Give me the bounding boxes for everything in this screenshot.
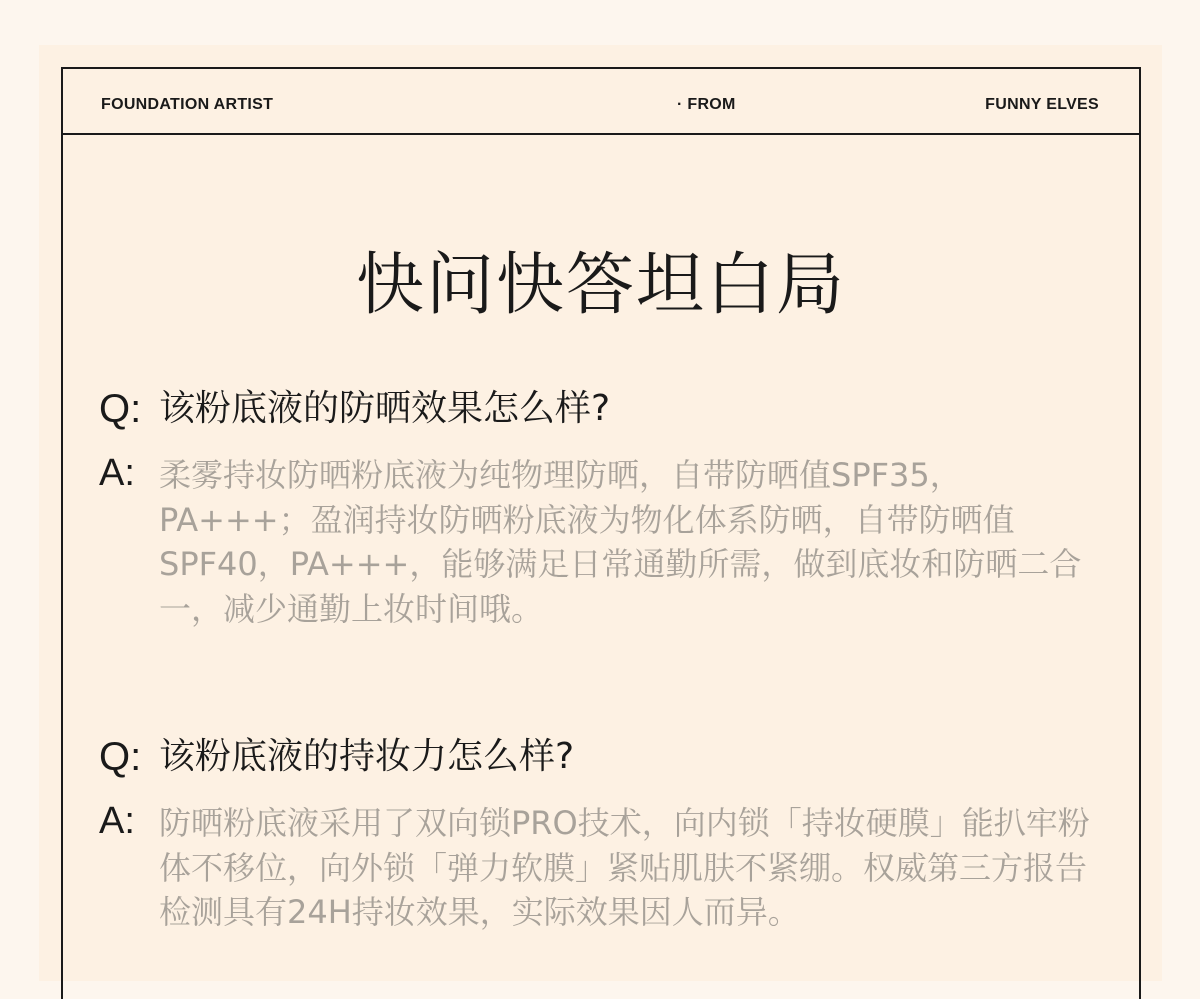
answer-text: 防晒粉底液采用了双向锁PRO技术，向内锁「持妆硬膜」能扒牢粉体不移位，向外锁「弹力软膜」紧贴肌肤不紧绷。权威第三方报告检测具有24H持妆效果，实际效果因人而异。 (159, 804, 1090, 931)
page-title: 快问快答坦白局 (355, 246, 846, 325)
header-bar (63, 69, 1139, 135)
answer-mark-label: A: (99, 800, 135, 842)
question-text: 该粉底液的防晒效果怎么样? (159, 388, 611, 429)
question-mark-label: Q: (99, 387, 142, 431)
question-mark-label: Q: (99, 735, 142, 779)
qa-item-longwear (99, 735, 1109, 935)
answer-row (99, 453, 1109, 631)
header-brand-left: FOUNDATION ARTIST (101, 96, 274, 113)
question-row (99, 387, 1109, 431)
question-row (99, 735, 1109, 779)
content-frame (61, 67, 1141, 999)
header-from: · FROM (677, 96, 736, 113)
answer-text: 柔雾持妆防晒粉底液为纯物理防晒，自带防晒值SPF35，PA+++；盈润持妆防晒粉底液为物化体系防晒，自带防晒值SPF40，PA+++，能够满足日常通勤所需，做到底妆和防晒二合一，减少通勤上妆时间哦。 (159, 456, 1082, 628)
question-text: 该粉底液的持妆力怎么样? (159, 736, 575, 777)
answer-mark-label: A: (99, 452, 135, 494)
qa-item-sunscreen (99, 387, 1109, 631)
answer-row (99, 801, 1109, 935)
header-brand-right: FUNNY ELVES (985, 96, 1099, 113)
